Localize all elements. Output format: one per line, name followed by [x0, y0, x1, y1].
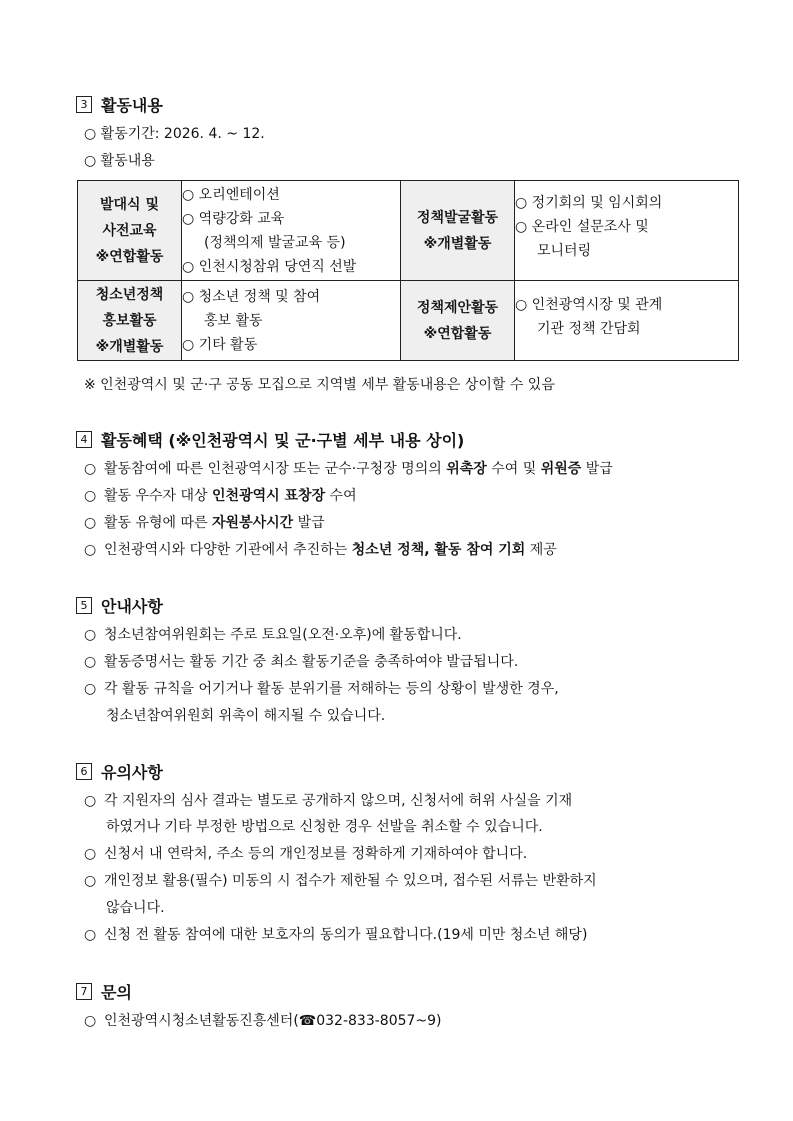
list-item: 모니터링: [537, 243, 592, 259]
text: 활동 우수자 대상: [104, 488, 213, 504]
benefit-line-2: [84, 485, 357, 505]
list-item: ○ 기타 활동: [182, 336, 258, 353]
text: 신청서 내 연락처, 주소 등의 개인정보를 정확하게 기재하여야 합니다.: [104, 846, 528, 862]
list-item: ○ 정기회의 및 임시회의: [515, 195, 663, 211]
list-item: (정책의제 발굴교육 등): [204, 234, 346, 251]
text: 개인정보 활용(필수) 미동의 시 접수가 제한될 수 있으며, 접수된 서류는 반환하지: [104, 873, 597, 889]
text: 발급: [581, 461, 613, 477]
text: 각 지원자의 심사 결과는 별도로 공개하지 않으며, 신청서에 허위 사실을 기재: [104, 793, 573, 809]
text: 청소년참여위원회는 주로 토요일(오전·오후)에 활동합니다.: [104, 627, 462, 643]
text: 신청 전 활동 참여에 대한 보호자의 동의가 필요합니다.(19세 미만 청소년 해당): [104, 927, 588, 943]
table-header-cell: [401, 281, 515, 361]
section-title-text: 안내사항: [101, 597, 163, 616]
benefit-line-4: [84, 539, 557, 559]
table-list-cell: [182, 181, 401, 281]
section-number-box: 6: [76, 763, 92, 780]
contact-text: 인천광역시청소년활동진흥센터(☎032-833-8057~9): [104, 1013, 442, 1029]
list-item: ○ 인천시청참위 당연직 선발: [182, 258, 357, 275]
text: 인천광역시와 다양한 기관에서 추진하는: [104, 542, 352, 558]
section-7-title: [76, 980, 132, 1003]
benefit-line-1: [84, 458, 613, 478]
notice-line-1: [84, 624, 462, 644]
caution-line-1-cont: 하였거나 기타 부정한 방법으로 신청한 경우 선발을 취소할 수 있습니다.: [106, 819, 543, 835]
text: 활동 유형에 따른: [104, 515, 213, 531]
list-item: ○ 인천광역시장 및 관계: [515, 297, 663, 313]
cell-text: ※연합활동: [423, 325, 492, 342]
section-number-box: 7: [76, 983, 92, 1000]
caution-line-3-cont: 않습니다.: [106, 900, 165, 916]
notice-line-3: [84, 678, 559, 698]
bold-text: 청소년 정책, 활동 참여 기회: [351, 542, 526, 558]
section-6-title: [76, 760, 163, 783]
text: 각 활동 규칙을 어기거나 활동 분위기를 저해하는 등의 상황이 발생한 경우,: [104, 681, 559, 697]
bold-text: 자원봉사시간: [212, 515, 294, 531]
text: 수여: [325, 488, 357, 504]
activity-period: ○ 활동기간: 2026. 4. ~ 12.: [84, 126, 265, 142]
table-row: [78, 181, 739, 281]
section-3-title: [76, 93, 163, 116]
bullet-circle: ○: [84, 1013, 97, 1029]
text: 발급: [293, 515, 325, 531]
section-number-box: 4: [76, 431, 92, 448]
bullet-circle: ○: [84, 515, 97, 531]
bullet-circle: ○: [84, 681, 97, 697]
table-header-cell: [78, 181, 182, 281]
cell-text: ※연합활동: [95, 248, 164, 265]
cell-text: 발대식 및: [100, 196, 159, 213]
bullet-circle: ○: [84, 627, 97, 643]
cell-text: 정책발굴활동: [416, 209, 499, 226]
bullet-circle: ○: [84, 654, 97, 670]
benefit-line-3: [84, 512, 325, 532]
section-number-box: 3: [76, 96, 92, 113]
list-item: ○ 역량강화 교육: [182, 210, 285, 227]
table-list-cell: [182, 281, 401, 361]
section-number-box: 5: [76, 597, 92, 614]
section-title-text: 활동내용: [101, 96, 163, 115]
notice-line-2: [84, 651, 518, 671]
cell-text: 정책제안활동: [416, 299, 499, 316]
text: 활동증명서는 활동 기간 중 최소 활동기준을 충족하여야 발급됩니다.: [104, 654, 519, 670]
bold-text: 위촉장: [446, 461, 487, 477]
list-item: ○ 온라인 설문조사 및: [515, 219, 649, 235]
table-header-cell: [401, 181, 515, 281]
bullet-circle: ○: [84, 793, 97, 809]
activity-content-label: ○ 활동내용: [84, 153, 155, 169]
list-item: 홍보 활동: [204, 312, 263, 329]
table-list-cell: [515, 181, 739, 281]
notice-line-3-cont: 청소년참여위원회 위촉이 해지될 수 있습니다.: [106, 708, 386, 724]
caution-line-2: [84, 843, 527, 863]
list-item: ○ 오리엔테이션: [182, 186, 280, 203]
table-list-cell: [515, 281, 739, 361]
section-4-title: [76, 428, 464, 451]
caution-line-3: [84, 870, 597, 890]
cell-text: 청소년정책: [95, 286, 164, 303]
text: 수여 및: [486, 461, 541, 477]
caution-line-4: [84, 924, 587, 944]
bold-text: 위원증: [540, 461, 582, 477]
contact-line: [84, 1010, 442, 1030]
list-item: ○ 청소년 정책 및 참여: [182, 288, 321, 305]
region-note: ※ 인천광역시 및 군·구 공동 모집으로 지역별 세부 활동내용은 상이할 수 있음: [84, 377, 555, 393]
cell-text: ※개별활동: [95, 338, 164, 355]
table-row: [78, 281, 739, 361]
text: 활동참여에 따른 인천광역시장 또는 군수·구청장 명의의: [104, 461, 447, 477]
bold-text: 인천광역시 표창장: [212, 488, 326, 504]
section-5-title: [76, 594, 163, 617]
cell-text: ※개별활동: [423, 235, 492, 252]
bullet-circle: ○: [84, 873, 97, 889]
section-title-text: 문의: [101, 983, 132, 1002]
section-title-text: 활동혜택 (※인천광역시 및 군·구별 세부 내용 상이): [101, 431, 465, 450]
text: 제공: [525, 542, 557, 558]
caution-line-1: [84, 790, 572, 810]
bullet-circle: ○: [84, 542, 97, 558]
bullet-circle: ○: [84, 488, 97, 504]
section-title-text: 유의사항: [101, 763, 163, 782]
bullet-circle: ○: [84, 927, 97, 943]
cell-text: 사전교육: [102, 222, 157, 239]
list-item: 기관 정책 간담회: [537, 321, 641, 337]
table-header-cell: [78, 281, 182, 361]
cell-text: 홍보활동: [102, 312, 157, 329]
bullet-circle: ○: [84, 461, 97, 477]
bullet-circle: ○: [84, 846, 97, 862]
activity-table: [77, 180, 739, 361]
